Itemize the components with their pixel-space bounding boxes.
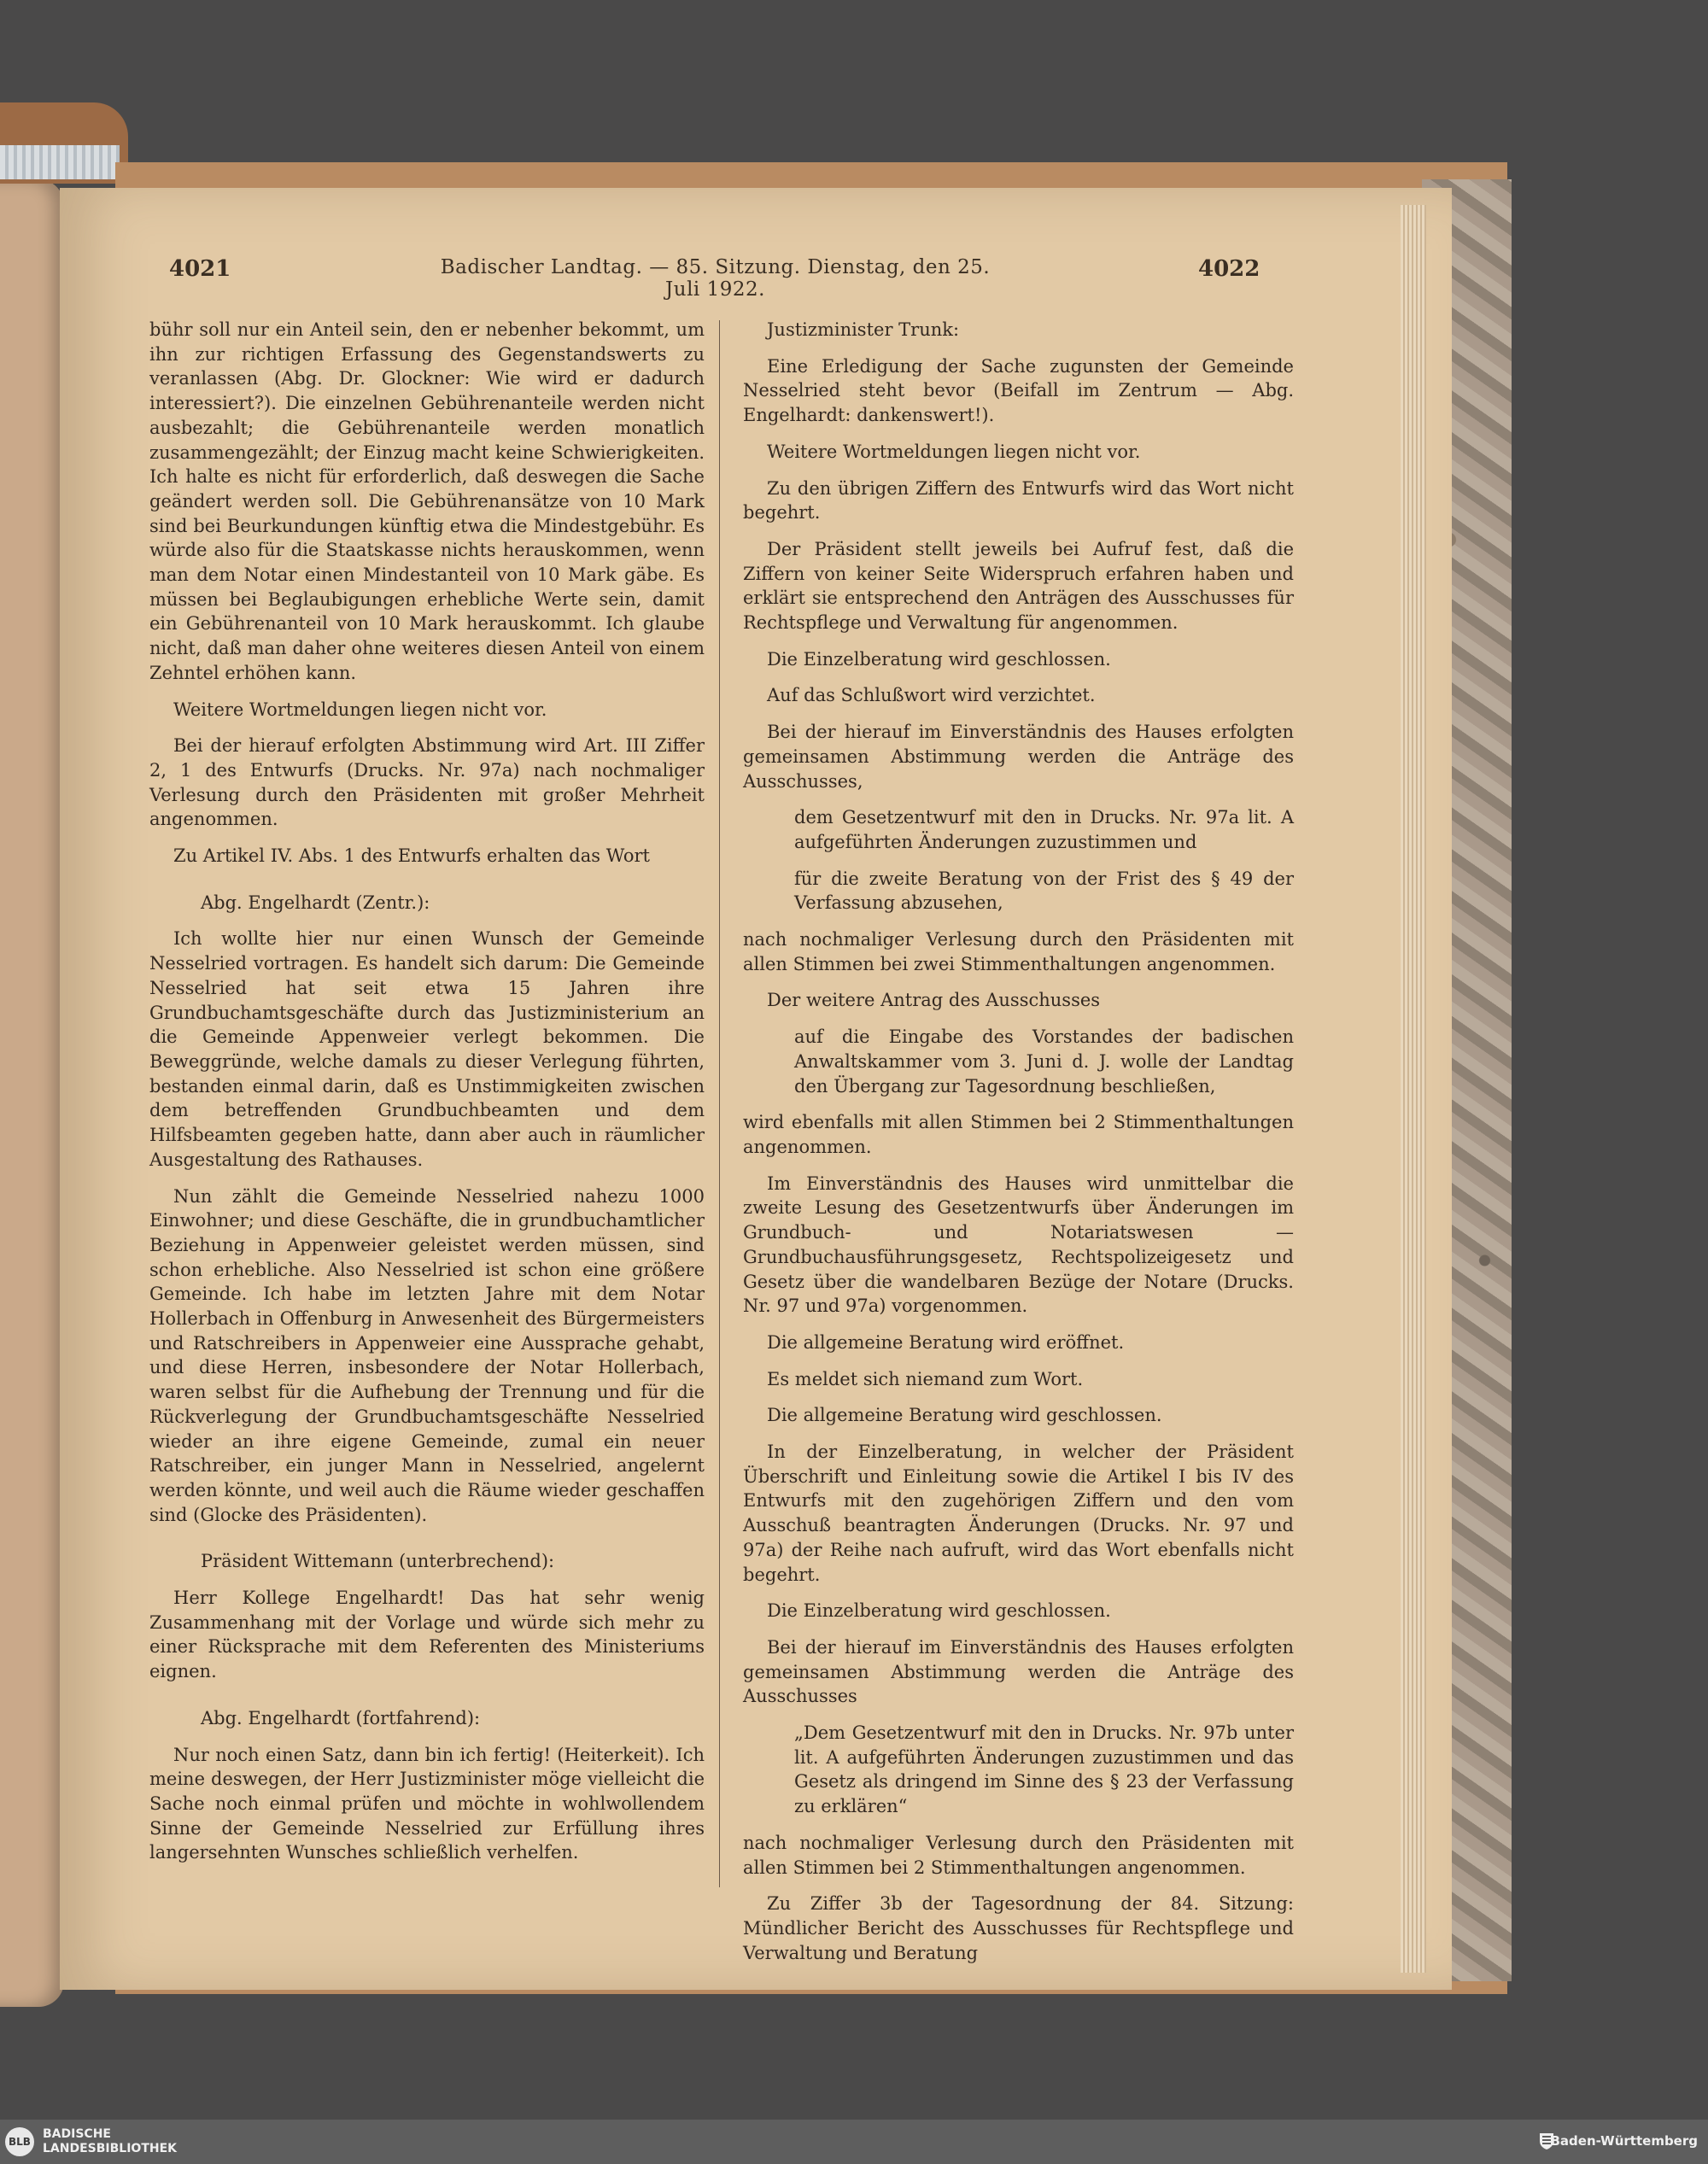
spine-cloth: [0, 145, 120, 179]
paragraph: nach nochmaliger Verlesung durch den Präsidenten mit allen Stimmen bei zwei Stimmenthaltungen angenommen.: [743, 929, 1294, 974]
column-divider: [719, 320, 720, 1887]
paragraph: Die allgemeine Beratung wird geschlossen.: [767, 1405, 1162, 1426]
speaker-heading: Justizminister Trunk:: [767, 319, 960, 340]
page-number-left: 4021: [169, 256, 231, 282]
paragraph: Weitere Wortmeldungen liegen nicht vor.: [767, 441, 1141, 462]
header-title: Badischer Landtag. — 85. Sitzung. Dienstag, den 25. Juli 1922.: [440, 256, 991, 301]
library-line-2: LANDESBIBLIOTHEK: [43, 2142, 178, 2155]
paragraph: Der weitere Antrag des Ausschusses: [767, 990, 1101, 1011]
paragraph: Weitere Wortmeldungen liegen nicht vor.: [173, 699, 547, 720]
page-stack-edge: [1401, 205, 1426, 1973]
indented-item: auf die Eingabe des Vorstandes der badischen Anwaltskammer vom 3. Juni d. J. wolle der Landtag den Übergang zur Tagesordnung beschließen,: [794, 1026, 1294, 1097]
paragraph: Bei der hierauf erfolgten Abstimmung wird Art. III Ziffer 2, 1 des Entwurfs (Drucks. Nr. 97a) nach nochmaliger Verlesung durch den Präsidenten mit großer Mehrheit angenommen.: [149, 735, 705, 830]
left-column: [149, 318, 705, 1877]
paragraph: Es meldet sich niemand zum Wort.: [767, 1368, 1084, 1389]
speaker-heading: Abg. Engelhardt (Zentr.):: [201, 892, 430, 913]
right-column: [743, 318, 1294, 1977]
footer-bar: [0, 2120, 1708, 2164]
paragraph: Nur noch einen Satz, dann bin ich fertig! (Heiterkeit). Ich meine deswegen, der Herr Justizminister möge vielleicht die Sache noch einmal prüfen und möchte in wohlwollendem Sinne der Gemeinde Nesselried zur Erfüllung ihres langersehnten Wunsches schließlich verhelfen.: [149, 1744, 705, 1863]
library-line-1: BADISCHE: [43, 2127, 111, 2141]
paragraph: Auf das Schlußwort wird verzichtet.: [767, 685, 1096, 706]
paragraph: Zu Ziffer 3b der Tagesordnung der 84. Sitzung: Mündlicher Bericht des Ausschusses für Rechtspflege und Verwaltung und Beratung: [743, 1893, 1294, 1963]
left-page-edge: [0, 179, 64, 2007]
state-label[interactable]: Baden-Württemberg: [1550, 2133, 1698, 2149]
running-header: [0, 256, 1708, 301]
paragraph: In der Einzelberatung, in welcher der Präsident Überschrift und Einleitung sowie die Artikel I bis IV des Entwurfs mit den zugehörigen Ziffern und den vom Ausschuß beantragten Änderungen (Drucks. Nr. 97 und 97a) der Reihe nach aufruft, wird das Wort ebenfalls nicht begehrt.: [743, 1442, 1294, 1585]
quoted-motion: „Dem Gesetzentwurf mit den in Drucks. Nr. 97b unter lit. A aufgeführten Änderungen zuzustimmen und das Gesetz als dringend im Sinne des § 23 der Verfassung zu erklären“: [794, 1722, 1294, 1817]
paragraph: Der Präsident stellt jeweils bei Aufruf fest, daß die Ziffern von keiner Seite Widerspruch erfahren haben und erklärt sie entsprechend den Anträgen des Ausschusses für Rechtspflege und Verwaltung für angenommen.: [743, 538, 1294, 634]
indented-item: dem Gesetzentwurf mit den in Drucks. Nr. 97a lit. A aufgeführten Änderungen zuzustimmen und: [794, 807, 1294, 852]
speaker-heading: Abg. Engelhardt (fortfahrend):: [201, 1707, 481, 1728]
paragraph: Die Einzelberatung wird geschlossen.: [767, 648, 1111, 670]
page-number-right: 4022: [1198, 256, 1261, 282]
paragraph: wird ebenfalls mit allen Stimmen bei 2 Stimmenthaltungen angenommen.: [743, 1112, 1294, 1157]
library-name: [43, 2127, 177, 2156]
paragraph: Zu Artikel IV. Abs. 1 des Entwurfs erhalten das Wort: [173, 845, 650, 867]
paragraph: Herr Kollege Engelhardt! Das hat sehr wenig Zusammenhang mit der Vorlage und würde sich mehr zu einer Rücksprache mit dem Referenten des Ministeriums eignen.: [149, 1588, 705, 1682]
paragraph: Die allgemeine Beratung wird eröffnet.: [767, 1331, 1125, 1353]
paragraph: Nun zählt die Gemeinde Nesselried nahezu 1000 Einwohner; und diese Geschäfte, die in grundbuchamtlicher Beziehung in Appenweier geleistet werden müssen, sind schon erhebliche. Also Nesselried ist schon eine größere Gemeinde. Ich habe im letzten Jahre mit dem Notar Hollerbach in Offenburg in Anwesenheit des Bürgermeisters und Ratschreibers in Appenweier eine Aussprache gehabt, und diese Herren, insbesondere der Notar Hollerbach, waren selbst für die Aufhebung der Trennung und für die Rückverlegung der Grundbuchamtsgeschäfte Nesselried wieder an ihre eigene Gemeinde, zumal ein neuer Ratschreiber, ein junger Mann in Nesselried, angelernt werden könnte, und weil auch die Räume wieder geschaffen sind (Glocke des Präsidenten).: [149, 1185, 705, 1525]
paragraph: Ich wollte hier nur einen Wunsch der Gemeinde Nesselried vortragen. Es handelt sich darum: Die Gemeinde Nesselried hat seit etwa 15 Jahren ihre Grundbuchamtsgeschäfte durch das Justizministerium an die Gemeinde Appenweier verlegt bekommen. Die Beweggründe, welche damals zu dieser Verlegung führten, bestanden einmal darin, daß es Unstimmigkeiten zwischen dem betreffenden Grundbuchbeamten und dem Hilfsbeamten gegeben hatte, dann aber auch in räumlicher Ausgestaltung des Rathauses.: [149, 928, 705, 1170]
paragraph: Zu den übrigen Ziffern des Entwurfs wird das Wort nicht begehrt.: [743, 477, 1294, 523]
paragraph: bühr soll nur ein Anteil sein, den er nebenher bekommt, um ihn zur richtigen Erfassung des Gegenstandswerts zu veranlassen (Abg. Dr. Glockner: Wie wird er dadurch interessiert?). Die einzelnen Gebührenanteile werden nicht ausbezahlt; die Gebührenanteile werden monatlich zusammengezählt; der Einzug macht keine Schwierigkeiten. Ich halte es nicht für erforderlich, daß deswegen die Sache geändert werden soll. Die Gebührenansätze von 10 Mark sind bei Beurkundungen künftig etwa die Mindestgebühr. Es würde also für die Staatskasse nichts herauskommen, wenn man dem Notar einen Mindestanteil von 10 Mark gäbe. Es müssen bei Beglaubigungen erhebliche Werte sein, damit ein Gebührenanteil von 10 Mark herauskommt. Ich glaube nicht, daß man daher ohne weiteres diesen Anteil von einem Zehntel erhöhen kann.: [149, 319, 705, 683]
indented-item: für die zweite Beratung von der Frist des § 49 der Verfassung abzusehen,: [794, 868, 1294, 914]
paragraph: nach nochmaliger Verlesung durch den Präsidenten mit allen Stimmen bei 2 Stimmenthaltungen angenommen.: [743, 1832, 1294, 1878]
paragraph: Bei der hierauf im Einverständnis des Hauses erfolgten gemeinsamen Abstimmung werden die Anträge des Ausschusses: [743, 1636, 1294, 1707]
blb-logo[interactable]: BLB: [5, 2127, 34, 2156]
paragraph: Die Einzelberatung wird geschlossen.: [767, 1600, 1111, 1622]
paragraph: Bei der hierauf im Einverständnis des Hauses erfolgten gemeinsamen Abstimmung werden die Anträge des Ausschusses,: [743, 722, 1294, 792]
speaker-heading: Präsident Wittemann (unterbrechend):: [201, 1551, 555, 1572]
paragraph: Eine Erledigung der Sache zugunsten der Gemeinde Nesselried steht bevor (Beifall im Zentrum — Abg. Engelhardt: dankenswert!).: [743, 355, 1294, 426]
paragraph: Im Einverständnis des Hauses wird unmittelbar die zweite Lesung des Gesetzentwurfs über Änderungen im Grundbuch- und Notariatswesen — Grundbuchausführungsgesetz, Rechtspolizeigesetz und Gesetz über die wandelbaren Bezüge der Notare (Drucks. Nr. 97 und 97a) vorgenommen.: [743, 1173, 1294, 1317]
